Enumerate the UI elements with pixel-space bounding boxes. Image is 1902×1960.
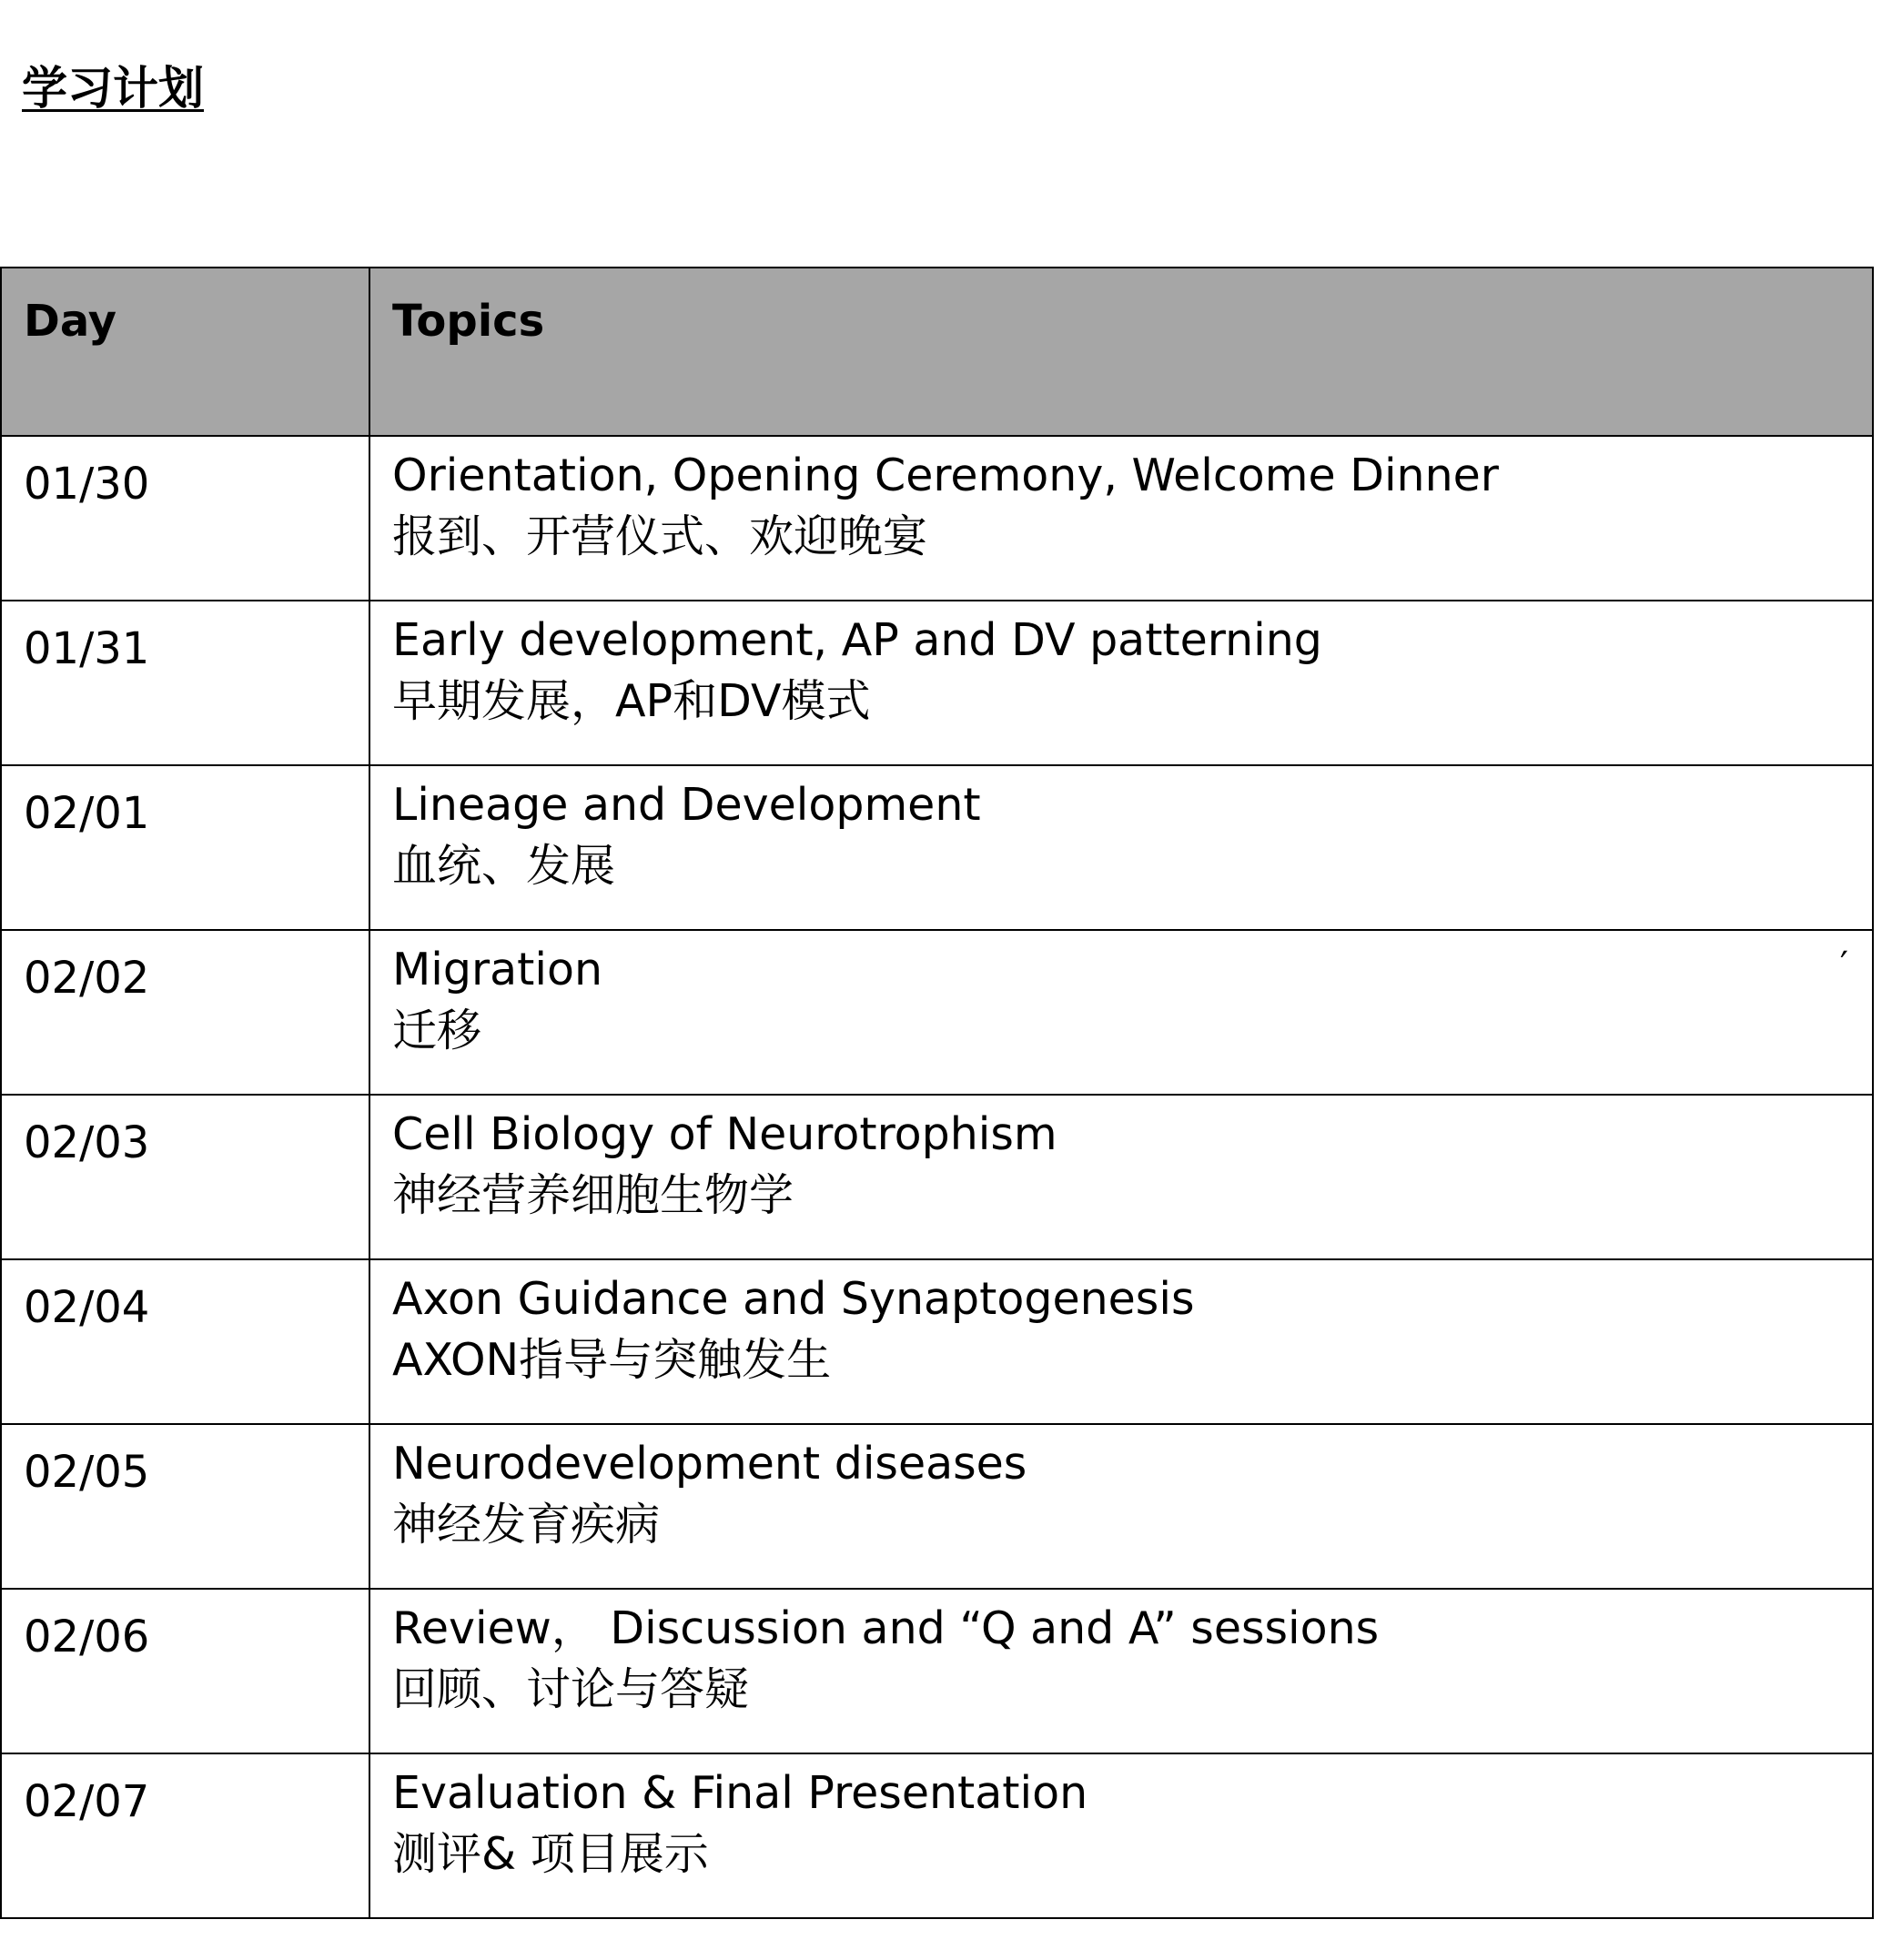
topic-english: Migration [392,944,603,995]
day-cell: 02/03 [1,1095,369,1259]
topic-cell [369,1259,1873,1424]
topic-chinese: 神经营养细胞生物学 [392,1168,794,1221]
day-cell: 02/07 [1,1753,369,1918]
table-row [1,1589,1873,1753]
topic-cell [369,436,1873,601]
schedule-table [0,267,1874,1919]
topic-chinese: 神经发育疾病 [392,1498,661,1551]
day-cell: 02/04 [1,1259,369,1424]
topic-chinese: 迁移 [392,1004,482,1056]
column-header-day: Day [1,268,369,436]
topic-english: Neurodevelopment diseases [392,1438,1027,1490]
table-header-row [1,268,1873,436]
table-row [1,1259,1873,1424]
topic-cell [369,601,1873,765]
stray-mark: ′ [1839,945,1848,986]
day-cell: 02/02 [1,930,369,1095]
table-row [1,1424,1873,1589]
day-cell: 01/30 [1,436,369,601]
day-cell: 02/05 [1,1424,369,1589]
topic-cell [369,1589,1873,1753]
topic-cell [369,765,1873,930]
day-cell: 01/31 [1,601,369,765]
day-cell: 02/06 [1,1589,369,1753]
topic-cell [369,1753,1873,1918]
topic-chinese: 报到、开营仪式、欢迎晚宴 [392,510,928,562]
topic-cell [369,1424,1873,1589]
column-header-topics: Topics [369,268,1873,436]
topic-cell [369,1095,1873,1259]
topic-chinese: 测评& 项目展示 [392,1827,709,1880]
table-row [1,436,1873,601]
table-row [1,765,1873,930]
table-row [1,601,1873,765]
day-cell: 02/01 [1,765,369,930]
topic-english: Axon Guidance and Synaptogenesis [392,1273,1195,1325]
table-row [1,1095,1873,1259]
topic-chinese: AXON指导与突触发生 [392,1333,832,1386]
topic-english: Orientation, Opening Ceremony, Welcome Dinner [392,450,1499,501]
topic-english: Evaluation & Final Presentation [392,1767,1088,1819]
topic-chinese: 血统、发展 [392,839,616,892]
topic-cell [369,930,1873,1095]
topic-english: Early development, AP and DV patterning [392,614,1322,666]
table-row [1,1753,1873,1918]
topic-chinese: 回顾、讨论与答疑 [392,1662,750,1715]
topic-english: Review， Discussion and “Q and A” sessions [392,1602,1380,1654]
topic-chinese: 早期发展，AP和DV模式 [392,674,871,727]
table-row [1,930,1873,1095]
topic-english: Cell Biology of Neurotrophism [392,1108,1057,1160]
page-title: 学习计划 [22,62,204,115]
topic-english: Lineage and Development [392,779,981,831]
